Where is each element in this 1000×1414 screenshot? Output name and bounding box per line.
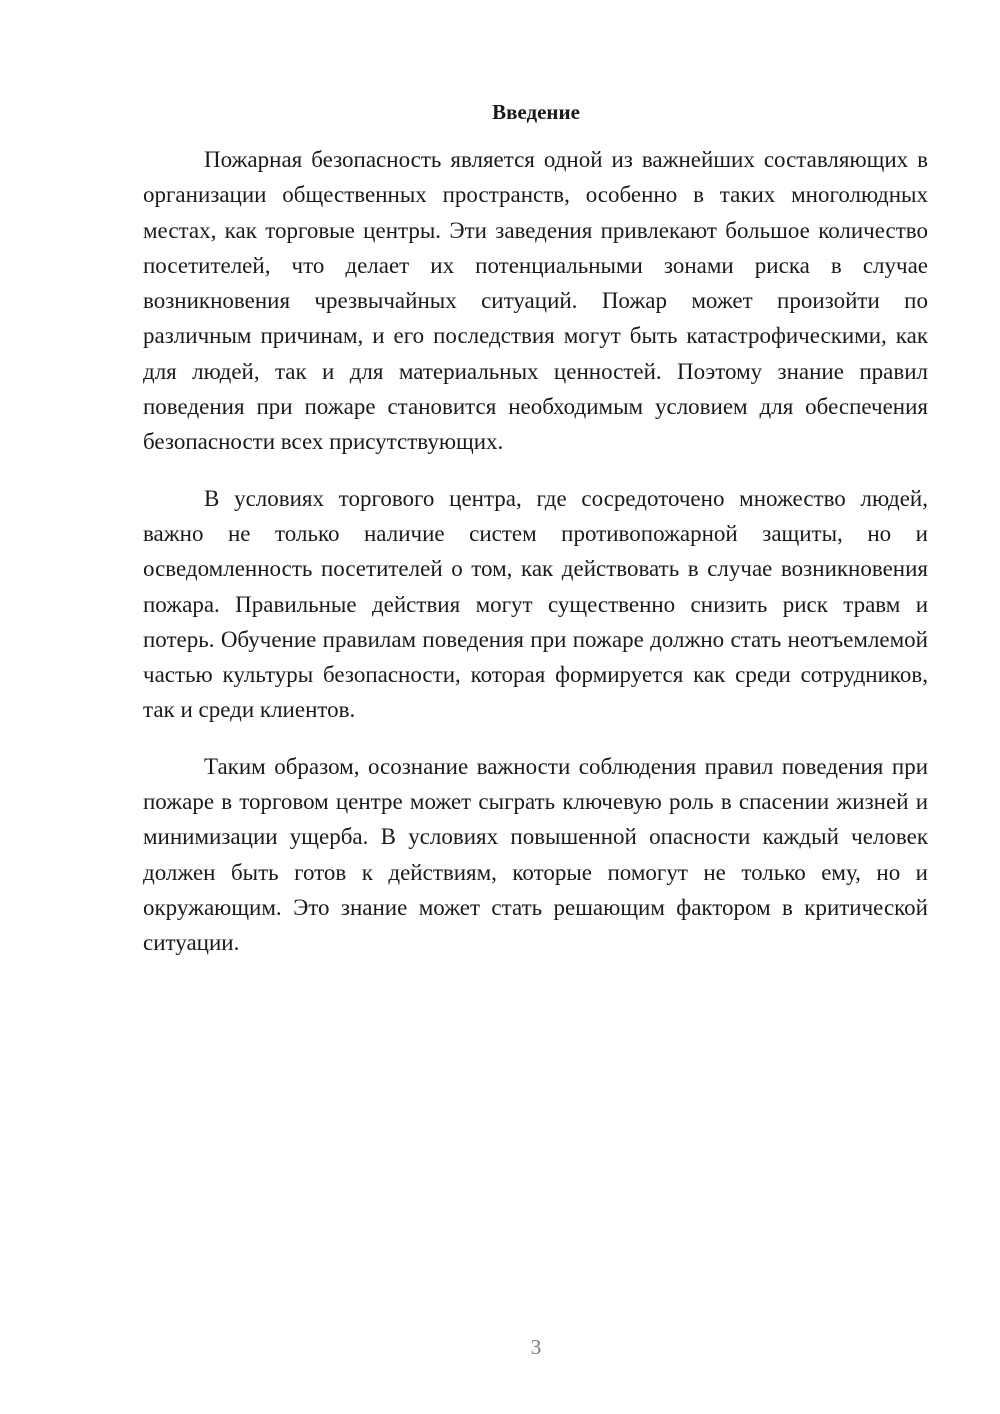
page-number: 3 [530,1335,542,1359]
document-body [143,142,928,961]
page-title: Введение [492,100,580,124]
paragraph-3: Таким образом, осознание важности соблюдения правил поведения при пожаре в торговом центре может сыграть ключевую роль в спасении жизней и минимизации ущерба. В условиях повышенной опасности каждый человек должен быть готов к действиям, которые помогут не только ему, но и окружающим. Это знание может стать решающим фактором в критической ситуации. [143,753,928,956]
paragraph-2: В условиях торгового центра, где сосредоточено множество людей, важно не только наличие систем противопожарной защиты, но и осведомленность посетителей о том, как действовать в случае возникновения пожара. Правильные действия могут существенно снизить риск травм и потерь. Обучение правилам поведения при пожаре должно стать неотъемлемой частью культуры безопасности, которая формируется как среди сотрудников, так и среди клиентов. [143,485,928,723]
paragraph-1: Пожарная безопасность является одной из важнейших составляющих в организации общественных пространств, особенно в таких многолюдных местах, как торговые центры. Эти заведения привлекают большое количество посетителей, что делает их потенциальными зонами риска в случае возникновения чрезвычайных ситуаций. Пожар может произойти по различным причинам, и его последствия могут быть катастрофическими, как для людей, так и для материальных ценностей. Поэтому знание правил поведения при пожаре становится необходимым условием для обеспечения безопасности всех присутствующих. [143,147,928,455]
